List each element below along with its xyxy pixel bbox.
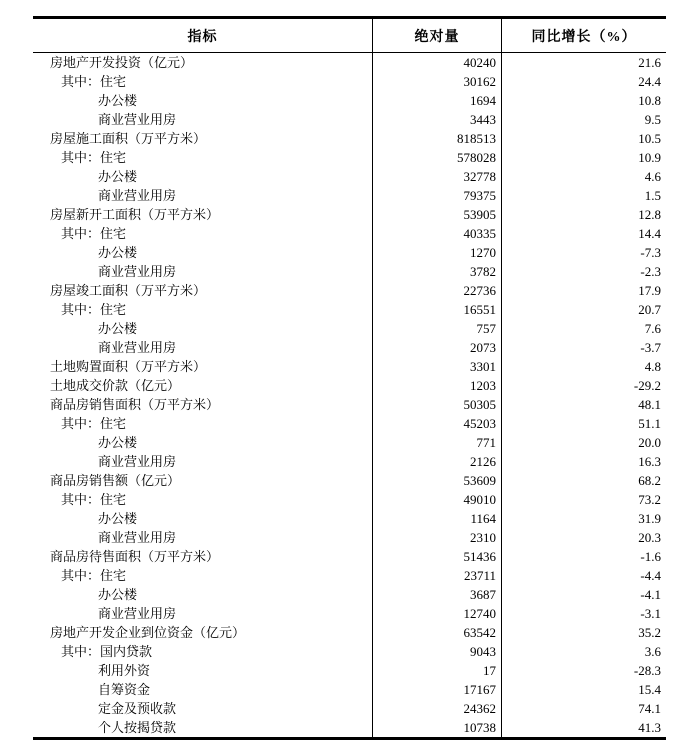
table-row (33, 452, 666, 471)
table-row (33, 243, 666, 262)
table-row (33, 110, 666, 129)
absolute-value-cell: 771 (372, 433, 502, 452)
table-row (33, 395, 666, 414)
indicator-cell: 房屋竣工面积（万平方米） (50, 283, 207, 298)
indicator-cell: 商业营业用房 (98, 188, 177, 203)
absolute-value-cell: 22736 (372, 281, 502, 300)
growth-cell: 10.5 (638, 131, 661, 146)
column-header-indicator: 指标 (187, 29, 218, 45)
absolute-value-cell: 40335 (372, 224, 502, 243)
table-row (33, 357, 666, 376)
absolute-value-cell: 50305 (372, 395, 502, 414)
table-row (33, 566, 666, 585)
growth-cell: 31.9 (638, 511, 661, 526)
growth-cell: 7.6 (644, 321, 661, 336)
indicator-cell: 办公楼 (98, 321, 138, 336)
table-row (33, 585, 666, 604)
table-row (33, 72, 666, 91)
absolute-value-cell: 63542 (372, 623, 502, 642)
absolute-value-cell: 9043 (372, 642, 502, 661)
table-row (33, 661, 666, 680)
growth-cell: -29.2 (633, 378, 661, 393)
absolute-value-cell: 32778 (372, 167, 502, 186)
indicator-cell: 其中：国内贷款 (61, 644, 153, 659)
absolute-value-cell: 3301 (372, 357, 502, 376)
table-row (33, 91, 666, 110)
absolute-value-cell: 1164 (372, 509, 502, 528)
indicator-cell: 定金及预收款 (98, 701, 177, 716)
absolute-value-cell: 17167 (372, 680, 502, 699)
growth-cell: 48.1 (638, 397, 661, 412)
indicator-cell: 办公楼 (98, 435, 138, 450)
statistics-table (33, 16, 666, 740)
growth-cell: 3.6 (644, 644, 661, 659)
growth-cell: 21.6 (638, 55, 661, 70)
table-row (33, 414, 666, 433)
absolute-value-cell: 16551 (372, 300, 502, 319)
indicator-cell: 商业营业用房 (98, 606, 177, 621)
indicator-cell: 土地成交价款（亿元） (50, 378, 181, 393)
table-row (33, 129, 666, 148)
absolute-value-cell: 578028 (372, 148, 502, 167)
table-row (33, 528, 666, 547)
indicator-cell: 个人按揭贷款 (98, 720, 177, 735)
indicator-cell: 商业营业用房 (98, 112, 177, 127)
absolute-value-cell: 3782 (372, 262, 502, 281)
table-row (33, 642, 666, 661)
growth-cell: 10.9 (638, 150, 661, 165)
indicator-cell: 商业营业用房 (98, 530, 177, 545)
growth-cell: 15.4 (638, 682, 661, 697)
growth-cell: 41.3 (638, 720, 661, 735)
absolute-value-cell: 2126 (372, 452, 502, 471)
table-row (33, 433, 666, 452)
absolute-value-cell: 1203 (372, 376, 502, 395)
table-row (33, 186, 666, 205)
indicator-cell: 自筹资金 (98, 682, 151, 697)
table-row (33, 718, 666, 737)
column-header-absolute-value: 绝对量 (372, 19, 502, 52)
absolute-value-cell: 49010 (372, 490, 502, 509)
indicator-cell: 利用外资 (98, 663, 151, 678)
growth-cell: -28.3 (633, 663, 661, 678)
indicator-cell: 办公楼 (98, 169, 138, 184)
growth-cell: -2.3 (640, 264, 661, 279)
absolute-value-cell: 2073 (372, 338, 502, 357)
table-row (33, 471, 666, 490)
absolute-value-cell: 53609 (372, 471, 502, 490)
absolute-value-cell: 23711 (372, 566, 502, 585)
indicator-cell: 办公楼 (98, 245, 138, 260)
growth-cell: 4.8 (644, 359, 661, 374)
growth-cell: 51.1 (638, 416, 661, 431)
table-body (33, 53, 666, 737)
absolute-value-cell: 53905 (372, 205, 502, 224)
growth-cell: 9.5 (644, 112, 661, 127)
indicator-cell: 其中：住宅 (61, 568, 127, 583)
table-row (33, 376, 666, 395)
indicator-cell: 其中：住宅 (61, 302, 127, 317)
absolute-value-cell: 3443 (372, 110, 502, 129)
table-row (33, 224, 666, 243)
indicator-cell: 其中：住宅 (61, 150, 127, 165)
table-row (33, 300, 666, 319)
growth-cell: -1.6 (640, 549, 661, 564)
growth-cell: 74.1 (638, 701, 661, 716)
growth-cell: 16.3 (638, 454, 661, 469)
growth-cell: 35.2 (638, 625, 661, 640)
absolute-value-cell: 30162 (372, 72, 502, 91)
growth-cell: 17.9 (638, 283, 661, 298)
indicator-cell: 办公楼 (98, 511, 138, 526)
column-header-yoy-growth: 同比增长（%） (531, 29, 637, 45)
growth-cell: 68.2 (638, 473, 661, 488)
table-row (33, 490, 666, 509)
indicator-cell: 商品房待售面积（万平方米） (50, 549, 220, 564)
table-row (33, 680, 666, 699)
absolute-value-cell: 1694 (372, 91, 502, 110)
table-row (33, 623, 666, 642)
table-row (33, 338, 666, 357)
indicator-cell: 商业营业用房 (98, 264, 177, 279)
indicator-cell: 商品房销售面积（万平方米） (50, 397, 220, 412)
absolute-value-cell: 45203 (372, 414, 502, 433)
growth-cell: 12.8 (638, 207, 661, 222)
indicator-cell: 房屋新开工面积（万平方米） (50, 207, 220, 222)
indicator-cell: 其中：住宅 (61, 226, 127, 241)
absolute-value-cell: 12740 (372, 604, 502, 623)
indicator-cell: 房地产开发企业到位资金（亿元） (50, 625, 246, 640)
table-row (33, 281, 666, 300)
growth-cell: 10.8 (638, 93, 661, 108)
absolute-value-cell: 51436 (372, 547, 502, 566)
table-row (33, 547, 666, 566)
absolute-value-cell: 40240 (372, 53, 502, 72)
growth-cell: 4.6 (644, 169, 661, 184)
indicator-cell: 其中：住宅 (61, 492, 127, 507)
indicator-cell: 土地购置面积（万平方米） (50, 359, 207, 374)
table-row (33, 53, 666, 72)
growth-cell: 20.3 (638, 530, 661, 545)
table-row (33, 167, 666, 186)
growth-cell: -3.7 (640, 340, 661, 355)
absolute-value-cell: 24362 (372, 699, 502, 718)
growth-cell: -7.3 (640, 245, 661, 260)
growth-cell: 1.5 (644, 188, 661, 203)
absolute-value-cell: 3687 (372, 585, 502, 604)
indicator-cell: 其中：住宅 (61, 74, 127, 89)
indicator-cell: 商业营业用房 (98, 340, 177, 355)
growth-cell: -3.1 (640, 606, 661, 621)
indicator-cell: 其中：住宅 (61, 416, 127, 431)
absolute-value-cell: 10738 (372, 718, 502, 737)
absolute-value-cell: 818513 (372, 129, 502, 148)
growth-cell: 14.4 (638, 226, 661, 241)
growth-cell: 73.2 (638, 492, 661, 507)
growth-cell: 24.4 (638, 74, 661, 89)
indicator-cell: 办公楼 (98, 587, 138, 602)
growth-cell: 20.0 (638, 435, 661, 450)
table-row (33, 509, 666, 528)
table-row (33, 262, 666, 281)
table-row (33, 604, 666, 623)
absolute-value-cell: 17 (372, 661, 502, 680)
table-header-row (33, 19, 666, 53)
growth-cell: -4.4 (640, 568, 661, 583)
growth-cell: -4.1 (640, 587, 661, 602)
absolute-value-cell: 757 (372, 319, 502, 338)
indicator-cell: 房屋施工面积（万平方米） (50, 131, 207, 146)
indicator-cell: 商品房销售额（亿元） (50, 473, 181, 488)
indicator-cell: 办公楼 (98, 93, 138, 108)
table-row (33, 699, 666, 718)
absolute-value-cell: 2310 (372, 528, 502, 547)
indicator-cell: 房地产开发投资（亿元） (50, 55, 194, 70)
growth-cell: 20.7 (638, 302, 661, 317)
indicator-cell: 商业营业用房 (98, 454, 177, 469)
table-row (33, 205, 666, 224)
table-row (33, 319, 666, 338)
absolute-value-cell: 79375 (372, 186, 502, 205)
table-row (33, 148, 666, 167)
absolute-value-cell: 1270 (372, 243, 502, 262)
